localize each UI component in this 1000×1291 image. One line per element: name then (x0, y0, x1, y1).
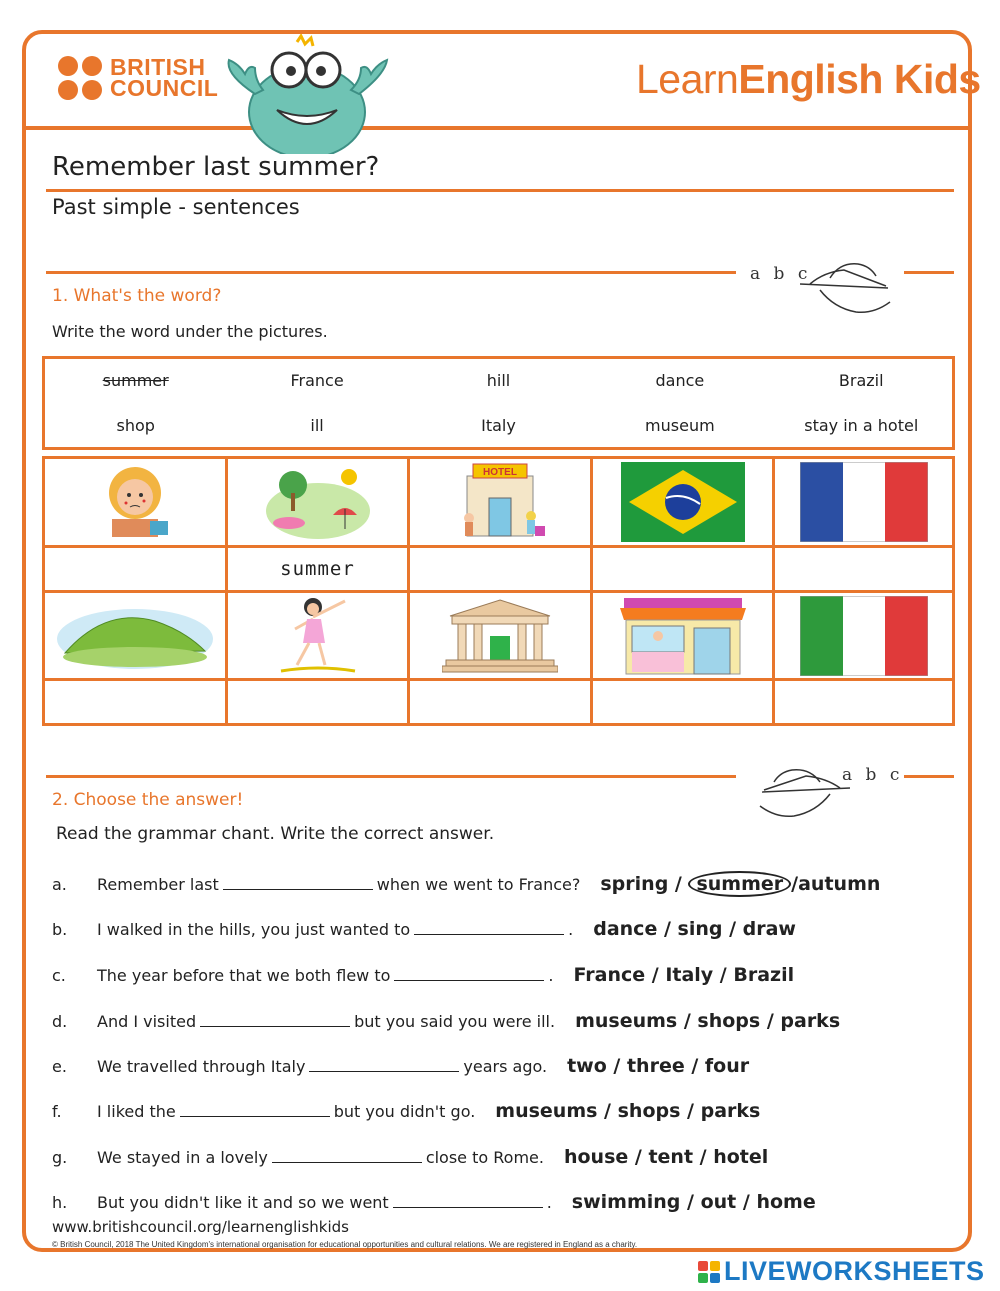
question-after: close to Rome. (425, 1148, 544, 1167)
question-after: . (568, 920, 574, 939)
answer-options: two / three / four (567, 1055, 750, 1077)
circled-option: summer (688, 871, 791, 897)
bc-logo-line2: COUNCIL (110, 75, 219, 101)
question-after: years ago. (463, 1057, 548, 1076)
question-before: We travelled through Italy (97, 1057, 306, 1076)
ill-person-icon (45, 459, 225, 545)
question-row (52, 1055, 749, 1077)
question-before: Remember last (97, 875, 219, 894)
question-letter: a. (52, 875, 67, 894)
question-before: And I visited (97, 1012, 197, 1031)
learnenglish-kids-logo (636, 56, 981, 103)
bc-dots-icon (58, 56, 102, 100)
answer-options: swimming / out / home (571, 1191, 816, 1213)
word-bank-item: stay in a hotel (804, 416, 919, 435)
page-title: Remember last summer? (52, 152, 380, 182)
title-divider (46, 189, 954, 192)
liveworksheets-logo (698, 1256, 985, 1287)
answer-cell[interactable] (45, 681, 225, 723)
section2-divider-left (46, 775, 736, 778)
question-letter: g. (52, 1148, 68, 1167)
word-bank-item: Brazil (838, 371, 884, 390)
footer-copyright: © British Council, 2018 The United Kingdom's international organisation for educational opportunities and cultural relations. We are registered in England as a charity. (52, 1240, 638, 1249)
question-after: . (548, 966, 554, 985)
question-letter: c. (52, 966, 66, 985)
word-bank-item: museum (645, 416, 715, 435)
answer-cell[interactable] (410, 548, 590, 590)
word-bank-item: shop (116, 416, 155, 435)
section2-heading: 2. Choose the answer! (52, 790, 244, 810)
word-bank-item: dance (655, 371, 705, 390)
lek-bold-text: English Kids (738, 56, 981, 102)
question-before: We stayed in a lovely (97, 1148, 268, 1167)
question-row (52, 964, 794, 986)
answer-options: museums / shops / parks (495, 1100, 761, 1122)
answer-blank[interactable] (180, 1102, 330, 1117)
section2-divider-right (904, 775, 954, 778)
answer-options: spring / summer /autumn (600, 873, 881, 895)
page-subtitle: Past simple - sentences (52, 195, 300, 219)
question-before: The year before that we both flew to (97, 966, 391, 985)
svg-text:HOTEL: HOTEL (483, 467, 517, 478)
shop-icon (593, 593, 772, 678)
answer-blank[interactable] (223, 875, 373, 890)
question-before: I liked the (97, 1102, 176, 1121)
question-after: . (546, 1193, 552, 1212)
answer-cell[interactable]: summer (280, 558, 355, 580)
british-council-logo (58, 56, 218, 100)
section2-instruction: Read the grammar chant. Write the correct answer. (56, 824, 495, 844)
answer-cell[interactable] (775, 681, 952, 723)
question-letter: e. (52, 1057, 67, 1076)
question-row (52, 1191, 816, 1213)
question-letter: b. (52, 920, 68, 939)
monster-mascot-icon (215, 34, 395, 154)
answer-cell[interactable] (410, 681, 590, 723)
lek-light-text: Learn (636, 56, 739, 102)
question-row (52, 873, 880, 895)
summer-park-icon (228, 459, 407, 545)
answer-cell[interactable] (228, 681, 407, 723)
footer-url[interactable]: www.britishcouncil.org/learnenglishkids (52, 1218, 349, 1236)
word-bank-item: hill (486, 371, 511, 390)
question-row (52, 1010, 840, 1032)
section1-abc: a b c (750, 264, 812, 284)
italy-flag-icon (775, 593, 952, 678)
word-bank-item: Italy (481, 416, 516, 435)
word-bank (42, 356, 955, 450)
question-row (52, 1100, 760, 1122)
answer-blank[interactable] (393, 1193, 543, 1208)
answer-options: museums / shops / parks (575, 1010, 841, 1032)
brazil-flag-icon (593, 459, 772, 545)
dancing-girl-icon (228, 593, 407, 678)
section2-abc: a b c (842, 765, 904, 785)
answer-options: dance / sing / draw (593, 918, 796, 940)
hotel-icon (410, 459, 590, 545)
writing-hand-icon (800, 248, 900, 324)
answer-cell[interactable] (775, 548, 952, 590)
answer-blank[interactable] (272, 1148, 422, 1163)
picture-grid (42, 456, 955, 726)
question-after: when we went to France? (376, 875, 581, 894)
section1-instruction: Write the word under the pictures. (52, 322, 328, 341)
france-flag-icon (775, 459, 952, 545)
answer-cell[interactable] (593, 548, 772, 590)
bc-logo-line1: BRITISH (110, 54, 206, 80)
answer-blank[interactable] (200, 1012, 350, 1027)
answer-cell[interactable] (593, 681, 772, 723)
answer-blank[interactable] (394, 966, 544, 981)
answer-options: house / tent / hotel (563, 1146, 769, 1168)
question-row (52, 1146, 768, 1168)
question-row (52, 918, 796, 940)
section1-heading: 1. What's the word? (52, 286, 222, 306)
header-divider (24, 126, 970, 130)
liveworksheets-text: LIVEWORKSHEETS (724, 1256, 985, 1286)
museum-icon (410, 593, 590, 678)
answer-blank[interactable] (414, 920, 564, 935)
word-bank-item: ill (310, 416, 324, 435)
answer-options: France / Italy / Brazil (573, 964, 795, 986)
section1-divider-left (46, 271, 736, 274)
section1-divider-right (904, 271, 954, 274)
hill-icon (45, 593, 225, 678)
word-bank-item: summer (102, 371, 169, 390)
word-bank-item: France (290, 371, 344, 390)
question-letter: h. (52, 1193, 68, 1212)
liveworksheets-badge-icon (698, 1261, 720, 1283)
question-before: I walked in the hills, you just wanted to (97, 920, 411, 939)
question-letter: d. (52, 1012, 68, 1031)
answer-cell[interactable] (45, 548, 225, 590)
question-letter: f. (52, 1102, 62, 1121)
answer-blank[interactable] (309, 1057, 459, 1072)
question-before: But you didn't like it and so we went (97, 1193, 389, 1212)
question-after: but you said you were ill. (354, 1012, 556, 1031)
writing-hand-icon (750, 758, 850, 828)
question-after: but you didn't go. (333, 1102, 476, 1121)
